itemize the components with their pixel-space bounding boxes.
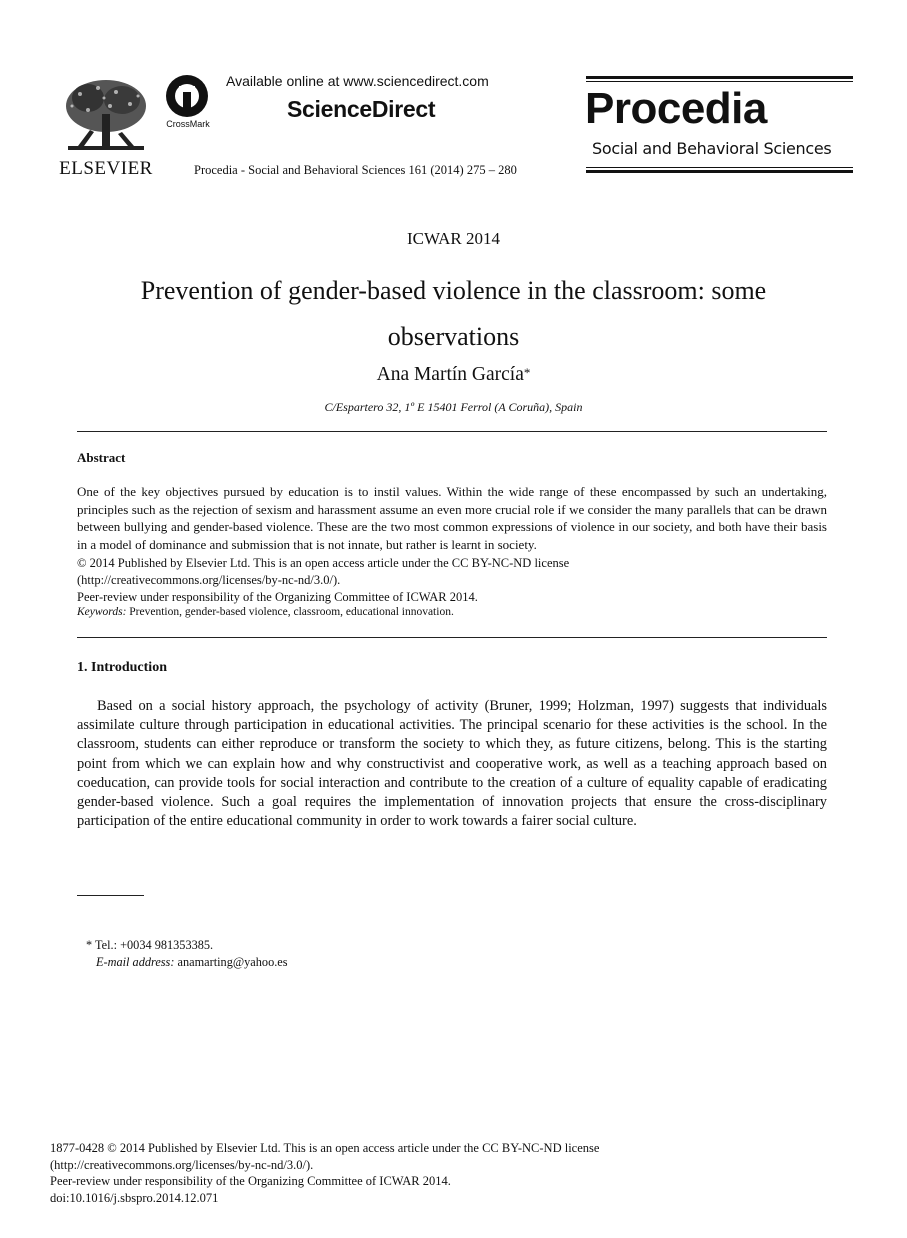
footer-license-link[interactable]: (http://creativecommons.org/licenses/by-nc-nd/3.0/).: [50, 1158, 314, 1172]
footer-peer-review: Peer-review under responsibility of the Organizing Committee of ICWAR 2014.: [50, 1174, 451, 1188]
email-label: E-mail address:: [96, 955, 175, 969]
email-address[interactable]: anamarting@yahoo.es: [174, 955, 288, 969]
author-name-text: Ana Martín García: [376, 364, 524, 385]
license-link[interactable]: (http://creativecommons.org/licenses/by-nc-nd/3.0/).: [77, 573, 341, 587]
divider: [77, 431, 827, 432]
article-title-line-1: Prevention of gender-based violence in the classroom: some: [140, 276, 767, 305]
footer-doi[interactable]: doi:10.1016/j.sbspro.2014.12.071: [50, 1191, 219, 1205]
footnote-rule: [77, 895, 144, 896]
procedia-logo: [586, 76, 853, 174]
sciencedirect-logo: ScienceDirect: [287, 96, 436, 122]
introduction-paragraph: Based on a social history approach, the psychology of activity (Bruner, 1999; Holzman, 1997) suggests that individuals assimilate culture through participation in educational activities. The principal scenario for these activities is the school. In the classroom, students can either reproduce or transform the society to which they, as future citizens, belong. This is the starting point from which we can explain how and why constructivist and cooperative work, as well as a teaching approach based on coeducation, can provide tools for social interaction and contribute to the creation of a culture of equality capable of eradicating gender-based violence. Such a goal requires the implementation of innovation projects that ensure the cross-disciplinary participation of the entire educational community in order to work towards a fairer social culture.: [77, 698, 827, 830]
procedia-logo-subtitle: Social and Behavioral Sciences: [592, 139, 832, 158]
divider: [77, 637, 827, 638]
author-affiliation: C/Espartero 32, 1º E 15401 Ferrol (A Coruña), Spain: [324, 400, 583, 414]
crossmark-label: CrossMark: [166, 119, 210, 129]
article-title: [0, 268, 907, 360]
procedia-logo-title: Procedia: [585, 84, 767, 133]
keywords: [77, 606, 454, 618]
footer-issn-line: 1877-0428 © 2014 Published by Elsevier Ltd. This is an open access article under the CC BY-NC-ND license: [50, 1141, 600, 1155]
peer-review-line: Peer-review under responsibility of the Organizing Committee of ICWAR 2014.: [77, 590, 478, 604]
article-title-line-2: observations: [387, 322, 520, 351]
journal-citation: Procedia - Social and Behavioral Sciences 161 (2014) 275 – 280: [194, 163, 517, 177]
abstract-body: One of the key objectives pursued by education is to instil values. Within the wide range of these encompassed by such an undertaking, principles such as the rejection of sexism and harassment assume an even more crucial role if we consider the many parallels that can be drawn between bullying and gender-based violence. These are the two most common expressions of violence in our society, and both have their basis in a model of dominance and submission that is not innate, but rather is learnt in society.: [77, 484, 827, 552]
available-online-text: Available online at www.sciencedirect.com: [226, 73, 489, 89]
keywords-list: Prevention, gender-based violence, classroom, educational innovation.: [126, 606, 454, 618]
footnote-email: [96, 955, 288, 970]
conference-name: ICWAR 2014: [406, 229, 501, 248]
publisher-name: ELSEVIER: [59, 158, 153, 179]
section-heading-introduction: 1. Introduction: [77, 660, 167, 675]
footnote-tel: * Tel.: +0034 981353385.: [86, 938, 214, 952]
abstract-heading: Abstract: [77, 450, 126, 465]
author-name: [0, 364, 907, 386]
author-footnote-mark[interactable]: *: [523, 365, 531, 380]
keywords-label: Keywords:: [77, 606, 127, 618]
copyright-line: © 2014 Published by Elsevier Ltd. This is an open access article under the CC BY-NC-ND license: [77, 556, 570, 570]
